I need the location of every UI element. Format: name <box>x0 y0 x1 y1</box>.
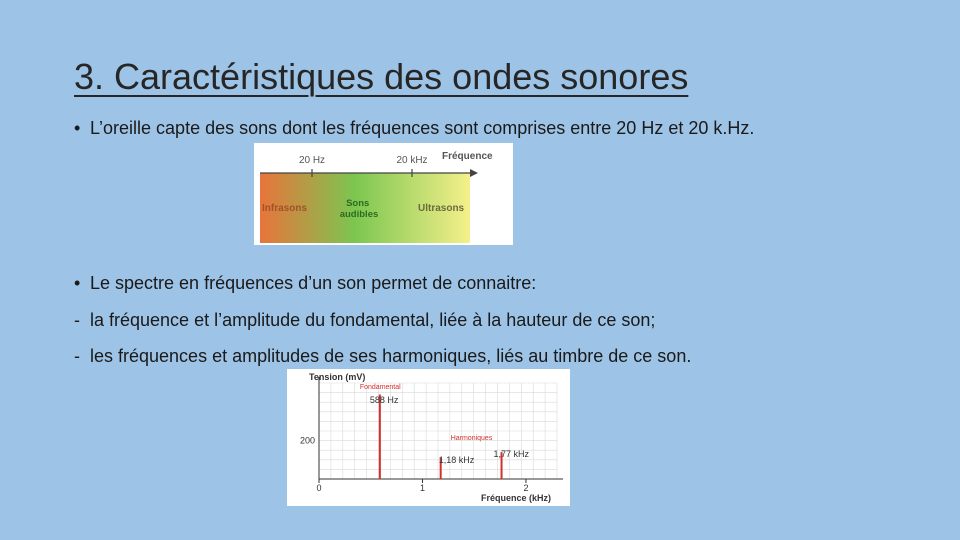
dash-glyph: - <box>74 310 80 330</box>
slide-title: 3. Caractéristiques des ondes sonores <box>74 56 689 97</box>
dash-item-fundamental <box>74 310 655 331</box>
region-sons-audibles-line1: Sons <box>346 198 370 209</box>
y-axis-label: Tension (mV) <box>309 372 366 382</box>
spectrum-chart <box>287 369 570 506</box>
bullet-glyph: • <box>74 118 81 138</box>
x-tick-label: 1 <box>419 483 425 493</box>
x-axis-label: Fréquence (kHz) <box>480 493 551 503</box>
harmonic2-freq-label: 1,77 kHz <box>493 449 530 459</box>
fundamental-freq-label: 588 Hz <box>369 395 399 405</box>
dash-text: les fréquences et amplitudes de ses harmoniques, liés au timbre de ce son. <box>90 346 692 366</box>
y-tick-label: 200 <box>299 435 315 446</box>
dash-glyph: - <box>74 346 80 366</box>
bullet-text: L’oreille capte des sons dont les fréquences sont comprises entre 20 Hz et 20 k.Hz. <box>90 118 755 138</box>
harmonics-label: Harmoniques <box>450 435 493 442</box>
dash-text: la fréquence et l’amplitude du fondamental, liée à la hauteur de ce son; <box>90 310 656 330</box>
x-tick-label: 2 <box>523 483 529 493</box>
bullet-spectrum <box>74 273 536 294</box>
frequency-range-diagram <box>254 143 513 245</box>
x-tick-label: 0 <box>316 483 322 493</box>
harmonic1-freq-label: 1,18 kHz <box>438 455 475 465</box>
frequency-axis-label: Fréquence <box>442 151 493 162</box>
bullet-hearing-range <box>74 118 754 139</box>
region-ultrasons: Ultrasons <box>418 203 465 214</box>
dash-item-harmonics <box>74 346 691 367</box>
fundamental-label: Fondamental <box>359 384 401 391</box>
region-sons-audibles-line2: audibles <box>339 209 379 220</box>
frequency-axis-arrow <box>470 169 478 177</box>
tick-label-20hz: 20 Hz <box>298 155 326 166</box>
region-infrasons: Infrasons <box>262 203 308 214</box>
bullet-glyph: • <box>74 273 81 293</box>
bullet-text: Le spectre en fréquences d’un son permet de connaitre: <box>90 273 537 293</box>
tick-label-20khz: 20 kHz <box>396 155 428 166</box>
